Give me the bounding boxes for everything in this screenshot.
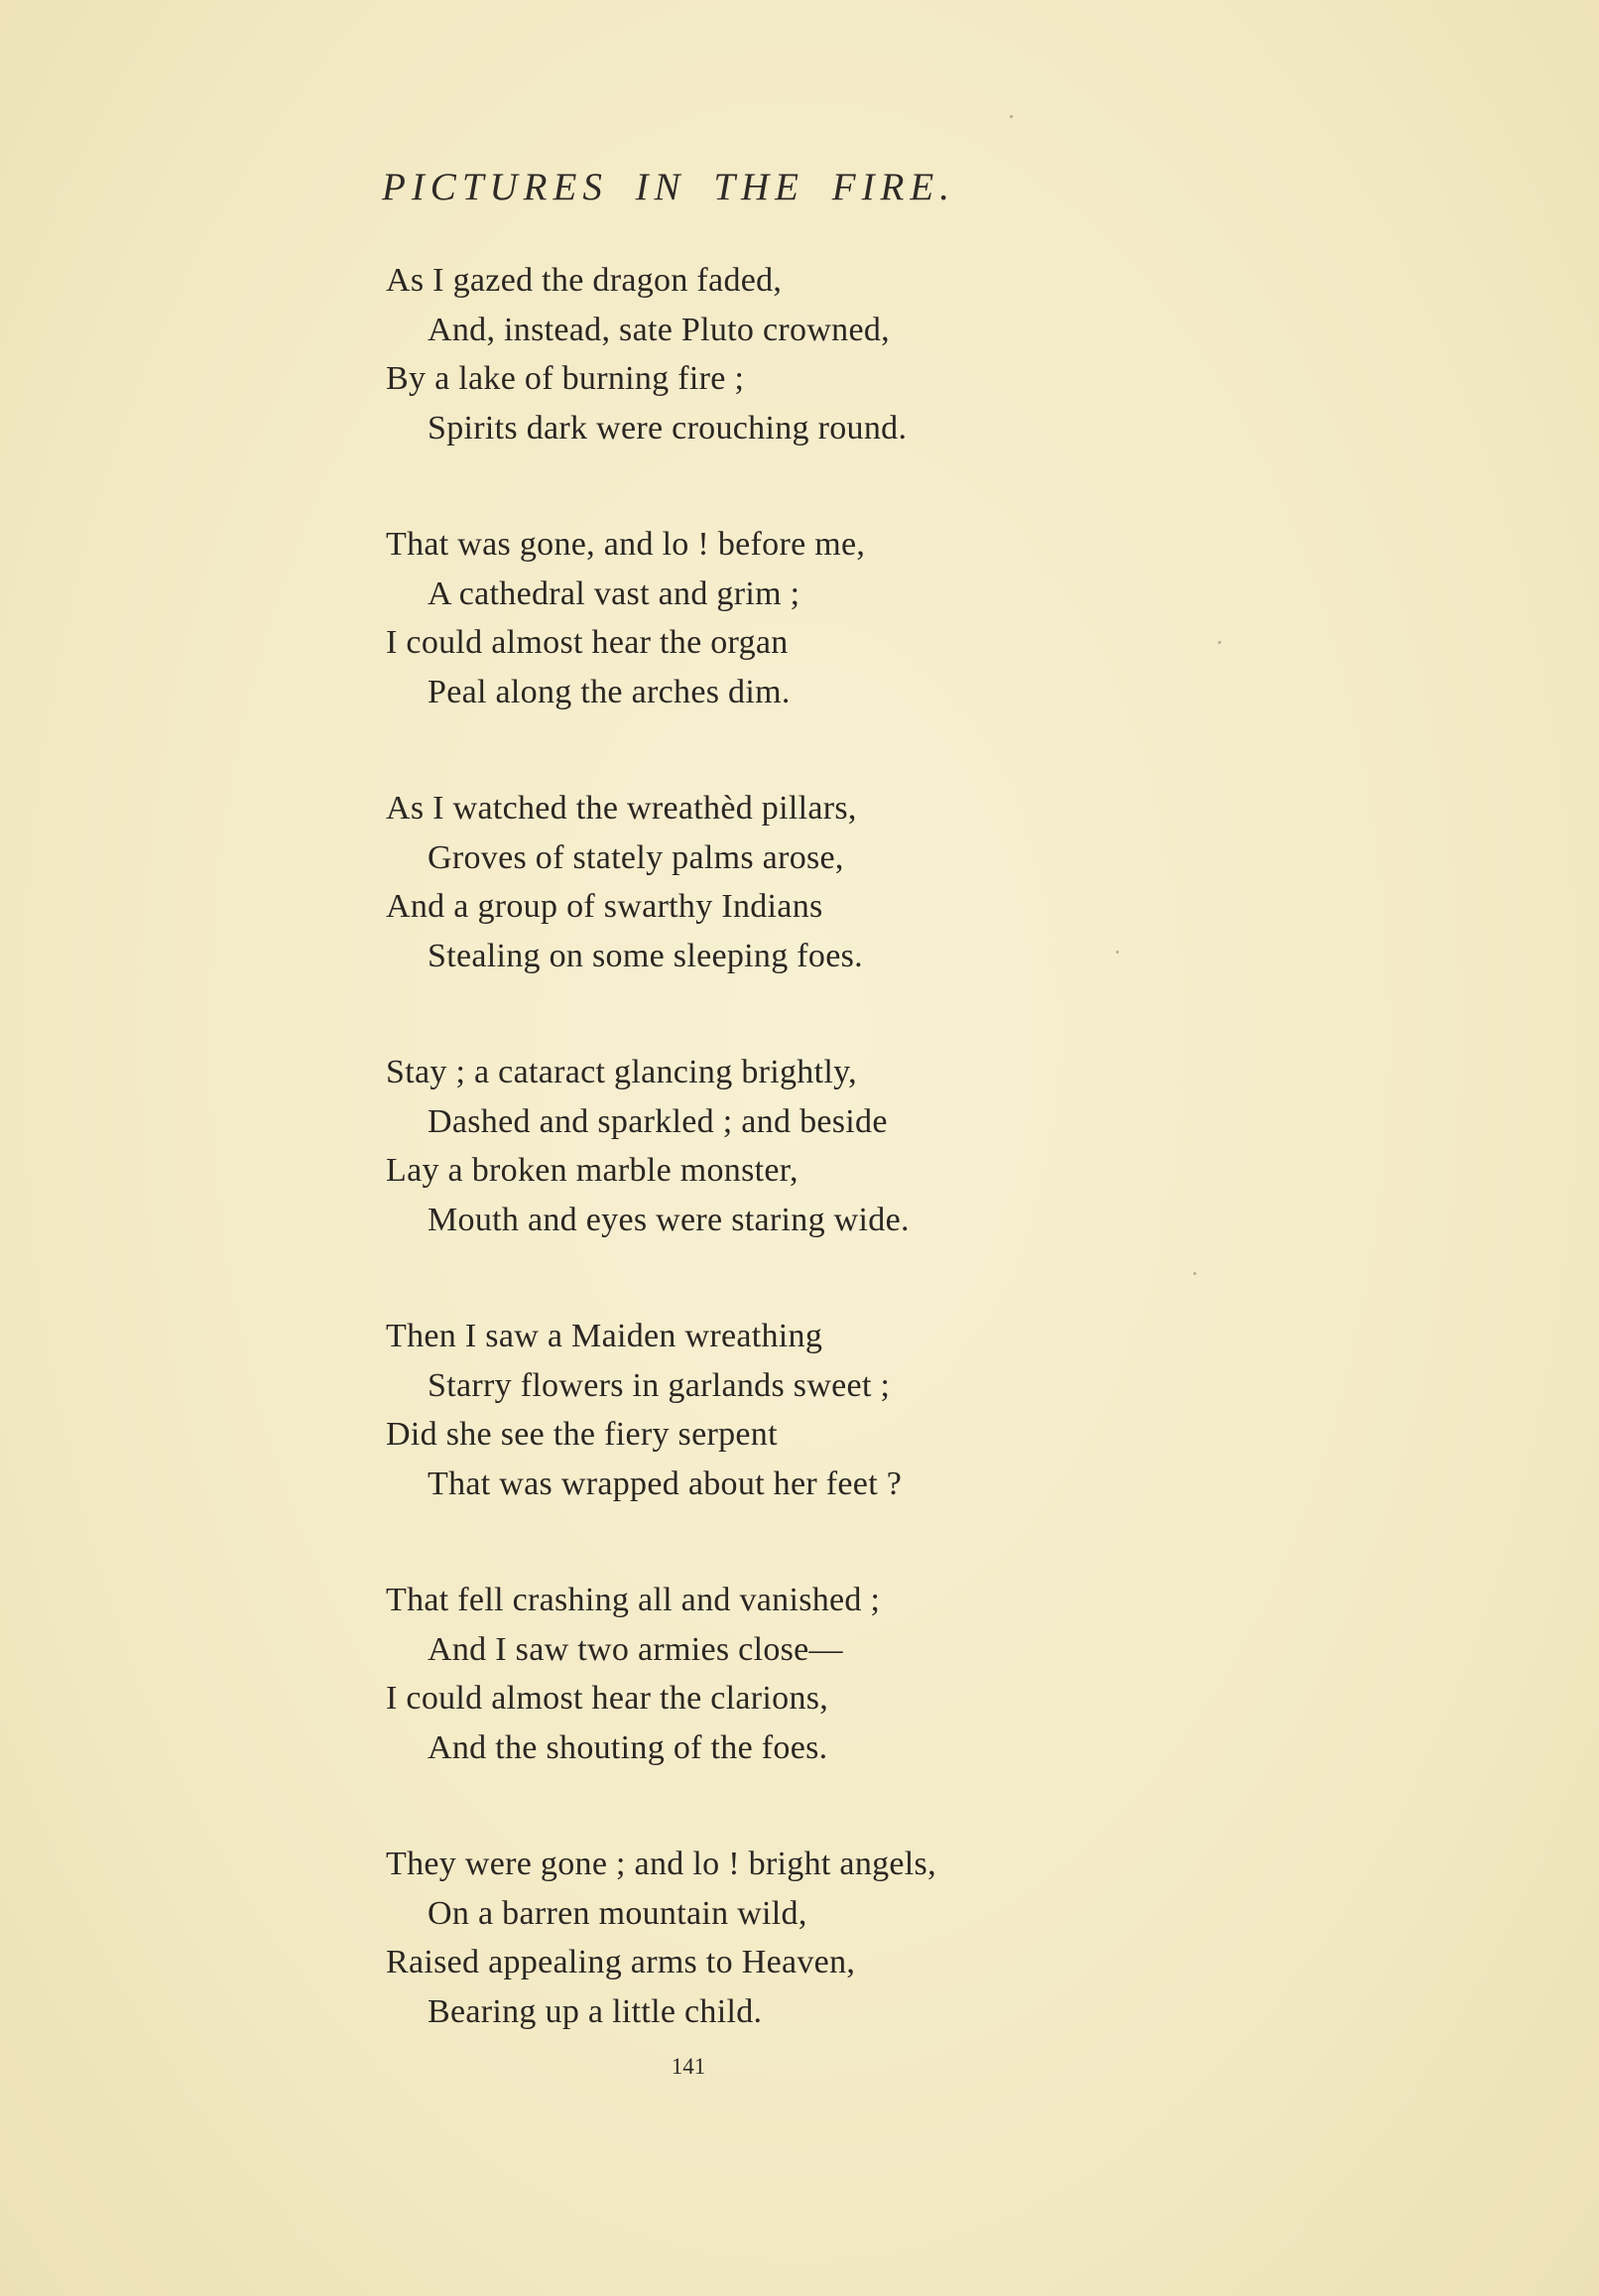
stanza <box>386 784 1140 1048</box>
stanza <box>386 1048 1140 1312</box>
poem-line: Bearing up a little child. <box>428 1992 763 2030</box>
poem <box>386 256 1140 2104</box>
poem-line: Dashed and sparkled ; and beside <box>428 1102 888 1140</box>
poem-line: And I saw two armies close— <box>428 1630 843 1668</box>
paper-speck <box>1116 951 1119 954</box>
poem-line: And the shouting of the foes. <box>428 1728 828 1766</box>
page-number: 141 <box>671 2054 706 2079</box>
poem-line: I could almost hear the organ <box>386 624 789 661</box>
poem-line: Did she see the fiery serpent <box>386 1416 778 1453</box>
poem-line: They were gone ; and lo ! bright angels, <box>386 1846 936 1882</box>
poem-line: Stay ; a cataract glancing brightly, <box>386 1054 857 1090</box>
poem-line: A cathedral vast and grim ; <box>428 574 800 612</box>
paper-speck <box>1218 641 1221 644</box>
poem-line: On a barren mountain wild, <box>428 1894 807 1932</box>
poem-line: Lay a broken marble monster, <box>386 1152 799 1189</box>
poem-line: Groves of stately palms arose, <box>428 838 844 876</box>
poem-line: As I gazed the dragon faded, <box>386 262 783 299</box>
stanza <box>386 256 1140 520</box>
stanza <box>386 1312 1140 1576</box>
poem-line: That was wrapped about her feet ? <box>428 1465 903 1502</box>
poem-line: And a group of swarthy Indians <box>386 888 823 925</box>
stanza <box>386 1576 1140 1840</box>
poem-line: Starry flowers in garlands sweet ; <box>428 1366 891 1404</box>
poem-line: By a lake of burning fire ; <box>386 360 745 397</box>
running-title: PICTURES IN THE FIRE. <box>382 166 955 208</box>
poem-line: I could almost hear the clarions, <box>386 1680 829 1717</box>
poem-line: Mouth and eyes were staring wide. <box>428 1201 910 1238</box>
poem-line: Then I saw a Maiden wreathing <box>386 1318 823 1354</box>
poem-line: And, instead, sate Pluto crowned, <box>428 311 890 348</box>
poem-line: Stealing on some sleeping foes. <box>428 937 863 974</box>
stanza <box>386 520 1140 784</box>
poem-line: That fell crashing all and vanished ; <box>386 1582 881 1618</box>
paper-speck <box>1010 115 1013 118</box>
poem-line: Peal along the arches dim. <box>428 673 791 710</box>
poem-line: That was gone, and lo ! before me, <box>386 526 866 563</box>
poem-line: Spirits dark were crouching round. <box>428 409 908 446</box>
paper-speck <box>1193 1272 1196 1275</box>
poem-line: As I watched the wreathèd pillars, <box>386 790 857 827</box>
poem-line: Raised appealing arms to Heaven, <box>386 1944 856 1980</box>
